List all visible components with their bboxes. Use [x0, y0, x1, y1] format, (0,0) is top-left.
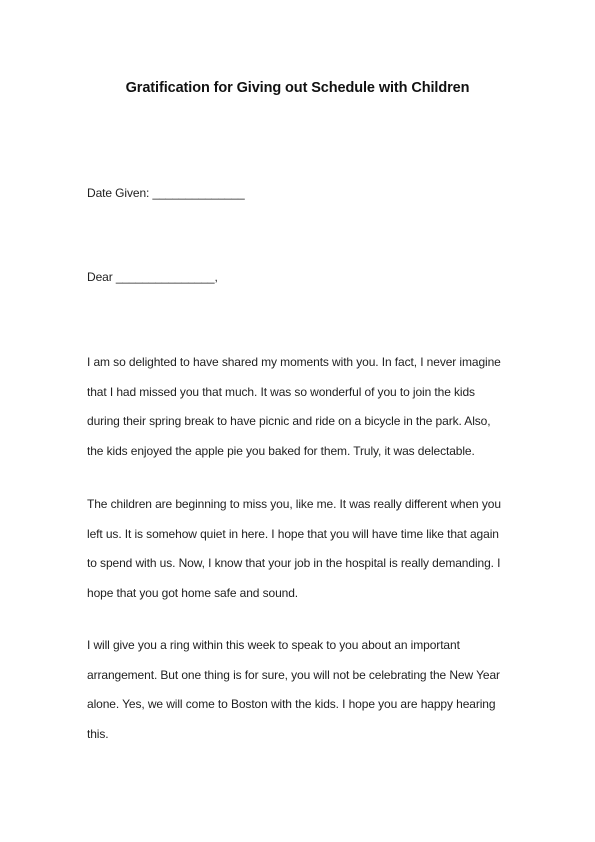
paragraph-2	[87, 490, 517, 608]
document-title: Gratification for Giving out Schedule with Children	[125, 80, 470, 96]
paragraph-line: The children are beginning to miss you, like me. It was really different when you	[87, 497, 501, 511]
paragraph-line: hope that you got home safe and sound.	[87, 585, 299, 600]
paragraph-1	[87, 348, 517, 466]
date-given-line: Date Given: ______________	[87, 186, 245, 200]
salutation: Dear _______________,	[87, 270, 218, 284]
paragraph-line: this.	[87, 726, 109, 741]
paragraph-line: alone. Yes, we will come to Boston with the kids. I hope you are happy hearing	[87, 697, 496, 711]
paragraph-line: I will give you a ring within this week to speak to you about an important	[87, 638, 460, 652]
paragraph-line: I am so delighted to have shared my moments with you. In fact, I never imagine	[87, 355, 501, 369]
paragraph-line: to spend with us. Now, I know that your job in the hospital is really demanding. I	[87, 556, 501, 570]
paragraph-line: left us. It is somehow quiet in here. I hope that you will have time like that again	[87, 526, 499, 541]
paragraph-line: that I had missed you that much. It was so wonderful of you to join the kids	[87, 384, 475, 399]
paragraph-line: the kids enjoyed the apple pie you baked for them. Truly, it was delectable.	[87, 443, 475, 458]
paragraph-line: arrangement. But one thing is for sure, you will not be celebrating the New Year	[87, 667, 500, 682]
paragraph-3	[87, 631, 517, 749]
paragraph-line: during their spring break to have picnic and ride on a bicycle in the park. Also,	[87, 414, 491, 428]
